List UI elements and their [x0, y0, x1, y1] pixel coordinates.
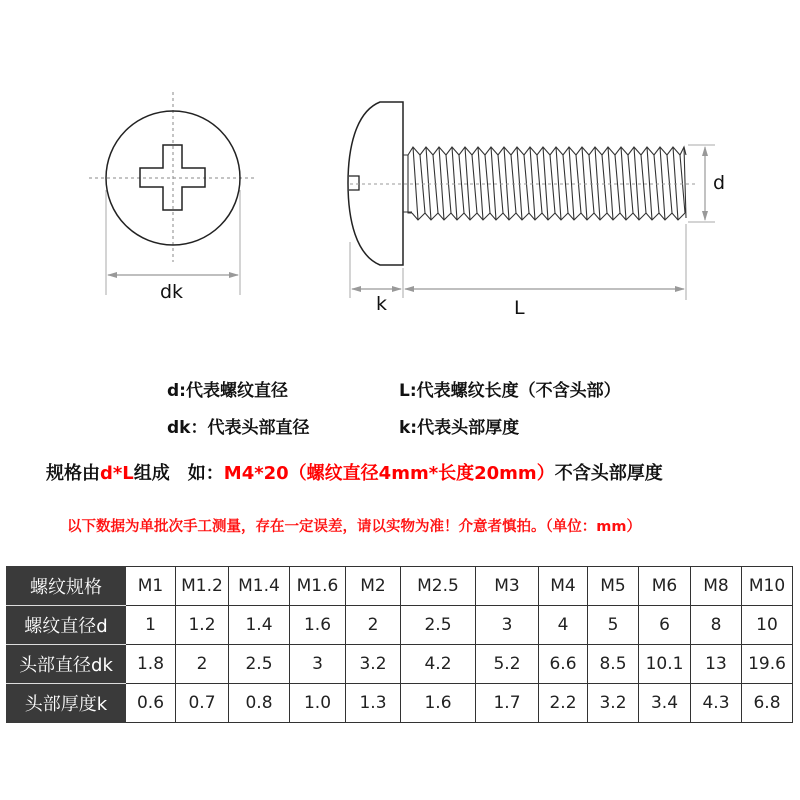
spec-suffix: 不含头部厚度: [554, 463, 663, 484]
table-cell: 1.2: [176, 606, 229, 645]
table-cell: 3: [476, 606, 539, 645]
table-cell: 2.5: [229, 645, 290, 684]
table-cell: 10: [742, 606, 793, 645]
spec-example: M4*20（螺纹直径4mm*长度20mm）: [223, 463, 555, 484]
spec-format-line: [46, 459, 663, 485]
table-cell: 4: [539, 606, 588, 645]
row-header: 螺纹直径d: [7, 606, 126, 645]
legend-dk: dk：代表头部直径: [167, 418, 310, 438]
dk-dimension-label: dk: [160, 281, 184, 303]
table-cell: 1.6: [401, 684, 476, 723]
table-cell: 1.0: [290, 684, 346, 723]
table-cell: 13: [691, 645, 742, 684]
table-cell: M10: [742, 567, 793, 606]
table-cell: M2.5: [401, 567, 476, 606]
table-row-thread-diameter: [7, 606, 793, 645]
table-cell: 3.2: [588, 684, 639, 723]
spec-middle: 组成 如：: [133, 463, 224, 484]
table-cell: M3: [476, 567, 539, 606]
table-cell: M1.6: [290, 567, 346, 606]
table-cell: 1: [126, 606, 176, 645]
table-cell: M5: [588, 567, 639, 606]
table-cell: M1.2: [176, 567, 229, 606]
d-dimension-label: d: [713, 172, 726, 194]
table-cell: M8: [691, 567, 742, 606]
table-cell: 2.2: [539, 684, 588, 723]
table-cell: 6: [639, 606, 691, 645]
table-cell: 10.1: [639, 645, 691, 684]
table-row-head-diameter: [7, 645, 793, 684]
spec-table: [6, 566, 793, 723]
table-cell: M6: [639, 567, 691, 606]
table-cell: 4.2: [401, 645, 476, 684]
row-header: 头部直径dk: [7, 645, 126, 684]
table-cell: 2: [346, 606, 401, 645]
table-cell: 6.8: [742, 684, 793, 723]
table-cell: 3.4: [639, 684, 691, 723]
table-row-spec: [7, 567, 793, 606]
table-cell: 1.3: [346, 684, 401, 723]
spec-formula: d*L: [100, 463, 134, 484]
table-cell: 6.6: [539, 645, 588, 684]
table-cell: 2: [176, 645, 229, 684]
screw-drawing: [0, 0, 800, 340]
side-view: [348, 102, 715, 300]
row-header: 螺纹规格: [7, 567, 126, 606]
k-dimension-label: k: [376, 293, 388, 315]
table-cell: 1.8: [126, 645, 176, 684]
table-cell: 8.5: [588, 645, 639, 684]
row-header: 头部厚度k: [7, 684, 126, 723]
table-cell: 1.4: [229, 606, 290, 645]
L-dimension-label: L: [514, 297, 525, 319]
table-cell: 3.2: [346, 645, 401, 684]
spec-prefix: 规格由: [46, 463, 100, 484]
legend-d: d:代表螺纹直径: [167, 381, 288, 401]
table-cell: 0.6: [126, 684, 176, 723]
table-cell: 19.6: [742, 645, 793, 684]
table-cell: M1.4: [229, 567, 290, 606]
table-cell: 3: [290, 645, 346, 684]
table-cell: 1.6: [290, 606, 346, 645]
front-view: [89, 92, 254, 295]
table-cell: 0.8: [229, 684, 290, 723]
table-cell: 2.5: [401, 606, 476, 645]
table-cell: 0.7: [176, 684, 229, 723]
table-cell: 5: [588, 606, 639, 645]
table-row-head-thickness: [7, 684, 793, 723]
table-cell: 8: [691, 606, 742, 645]
legend-L: L:代表螺纹长度（不含头部）: [399, 381, 621, 401]
legend-k: k:代表头部厚度: [399, 418, 520, 438]
table-cell: 5.2: [476, 645, 539, 684]
table-cell: M1: [126, 567, 176, 606]
table-cell: 4.3: [691, 684, 742, 723]
measurement-note: 以下数据为单批次手工测量，存在一定误差，请以实物为准！介意者慎拍。（单位：mm）: [67, 519, 641, 535]
table-cell: 1.7: [476, 684, 539, 723]
table-cell: M4: [539, 567, 588, 606]
table-cell: M2: [346, 567, 401, 606]
